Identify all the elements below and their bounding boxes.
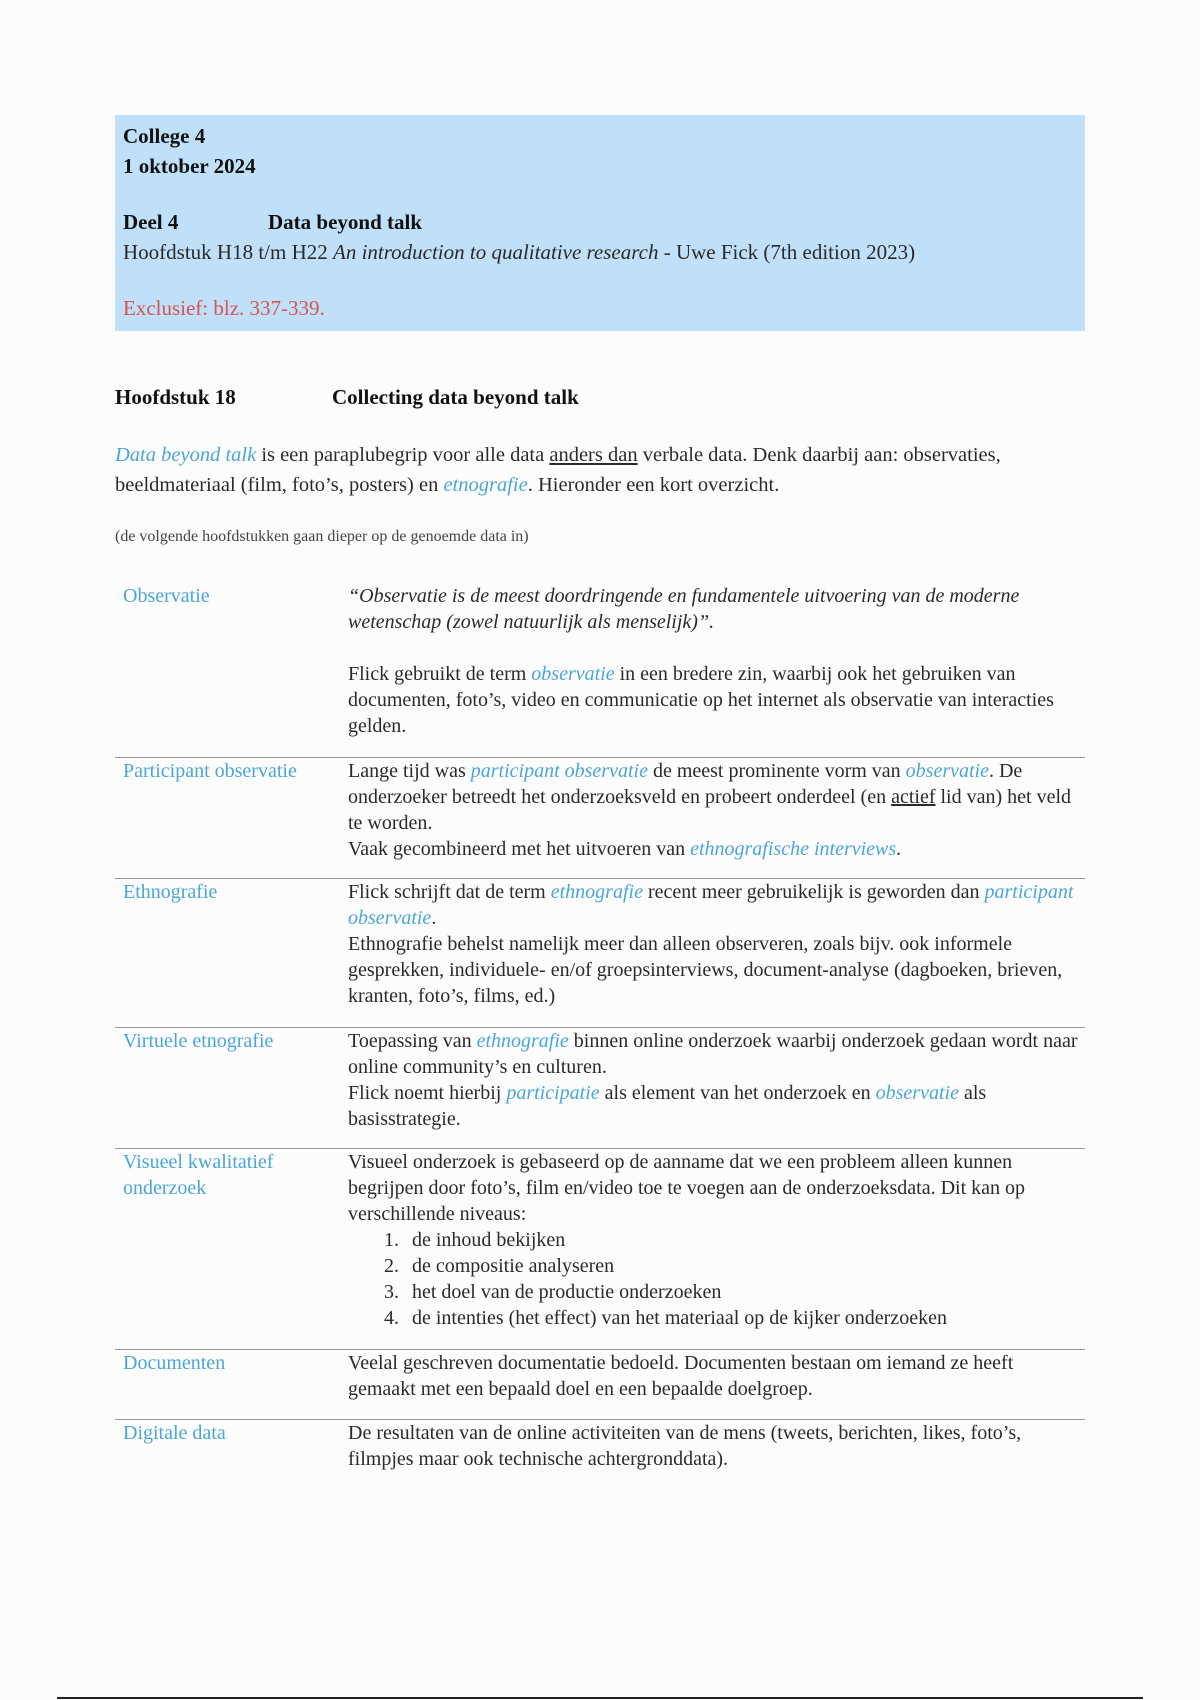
part-label: Deel 4 xyxy=(123,210,179,234)
intro-text: . Hieronder een kort overzicht. xyxy=(527,474,780,496)
footer-divider xyxy=(57,1697,1143,1699)
term-link: participant observatie xyxy=(348,880,1074,929)
term-link: observatie xyxy=(531,663,615,685)
chapter-label: Hoofdstuk 18 xyxy=(115,385,236,409)
book-title: An introduction to qualitative research xyxy=(333,240,659,264)
chapters-range: Hoofdstuk H18 t/m H22 xyxy=(123,240,333,264)
description-text: Visueel onderzoek is gebaseerd op de aanname dat we een probleem alleen kunnen begrijpen door foto’s, film en/video toe te voegen aan de onderzoeksdata. Dit kan op verschillende niveaus: xyxy=(348,1150,1026,1225)
part-heading xyxy=(123,207,1077,237)
description-text xyxy=(348,1028,1085,1080)
chapter-heading xyxy=(115,385,579,410)
intro-text: verbale data. Denk daarbij aan: observaties, beeldmateriaal (film, foto’s, posters) en xyxy=(115,444,1001,496)
term-link: ethnografie xyxy=(476,1029,569,1052)
chapter-note: (de volgende hoofdstukken gaan dieper op de genoemde data in) xyxy=(115,528,529,545)
college-date: 1 oktober 2024 xyxy=(123,154,256,178)
description-text: Ethnografie behelst namelijk meer dan alleen observeren, zoals bijv. ook informele gesprekken, individuele- en/of groepsinterviews, document-analyse (dagboeken, brieven, kranten, foto’s, films, ed.) xyxy=(348,932,1063,1007)
reading-reference xyxy=(123,237,1077,267)
description-text xyxy=(348,836,1085,862)
term-link: participatie xyxy=(506,1081,600,1104)
term-cell: Ethnografie xyxy=(123,880,218,903)
intro-paragraph xyxy=(115,440,1090,500)
list-item: 2. de compositie analyseren xyxy=(404,1253,1085,1279)
text-span: recent meer gebruikelijk is geworden dan xyxy=(642,880,985,903)
term-cell: Digitale data xyxy=(123,1421,226,1444)
text-span: Flick schrijft dat de term xyxy=(348,880,551,903)
table-row xyxy=(115,878,1085,1027)
term-link: observatie xyxy=(905,759,989,782)
description-cell xyxy=(348,583,1085,757)
text-span: als basisstrategie. xyxy=(348,1081,987,1130)
text-span: . xyxy=(896,837,902,860)
term-cell: Observatie xyxy=(123,585,210,607)
term-link: observatie xyxy=(875,1081,959,1104)
description-text xyxy=(348,758,1085,836)
text-span: lid van) het veld te worden. xyxy=(348,785,1072,834)
term-cell: Virtuele etnografie xyxy=(123,1029,274,1052)
quote-text: “Observatie is de meest doordringende en fundamentele uitvoering van de moderne wetenschap (zowel natuurlijk als menselijk)”. xyxy=(348,585,1020,633)
list-item: 1. de inhoud bekijken xyxy=(404,1227,1085,1253)
list-item: 4. de intenties (het effect) van het materiaal op de kijker onderzoeken xyxy=(404,1305,1085,1331)
course-header xyxy=(115,115,1085,331)
description-cell: Veelal geschreven documentatie bedoeld. Documenten bestaan om iemand ze heeft gemaakt met een bepaald doel en een bepaalde doelgroep. xyxy=(348,1351,1014,1400)
table-row xyxy=(115,757,1085,878)
text-span: . xyxy=(431,906,437,929)
term-link: ethnografie xyxy=(550,880,643,903)
table-row xyxy=(115,1419,1085,1472)
definitions-table xyxy=(115,583,1085,1472)
college-number: College 4 xyxy=(123,124,206,148)
text-span: binnen online onderzoek waarbij onderzoek gedaan wordt naar online community’s en culturen. xyxy=(348,1029,1078,1078)
underlined-text: anders dan xyxy=(549,444,638,466)
term-etnografie: etnografie xyxy=(443,474,528,496)
text-span: Vaak gecombineerd met het uitvoeren van xyxy=(348,837,691,860)
table-row xyxy=(115,583,1085,757)
term-cell: Documenten xyxy=(123,1351,226,1374)
term-cell: Visueel kwalitatief onderzoek xyxy=(123,1150,274,1199)
part-title: Data beyond talk xyxy=(268,210,423,234)
table-row xyxy=(115,1349,1085,1419)
book-author: - Uwe Fick (7th edition 2023) xyxy=(658,240,916,264)
text-span: Lange tijd was xyxy=(348,759,471,782)
description-cell xyxy=(348,878,1085,1027)
description-cell xyxy=(348,1148,1085,1349)
text-span: als element van het onderzoek en xyxy=(599,1081,876,1104)
term-cell: Participant observatie xyxy=(123,759,297,782)
exclusion-note: Exclusief: blz. 337-339. xyxy=(123,296,325,320)
table-row xyxy=(115,1027,1085,1148)
description-text xyxy=(348,879,1085,931)
term-link: participant observatie xyxy=(470,759,648,782)
description-cell xyxy=(348,1027,1085,1148)
list-item: 3. het doel van de productie onderzoeken xyxy=(404,1279,1085,1305)
text-span: . De onderzoeker betreedt het onderzoeksveld en probeert onderdeel (en xyxy=(348,759,1023,808)
intro-text: is een paraplubegrip voor alle data xyxy=(256,444,550,466)
description-text xyxy=(348,1080,1085,1132)
text-span: Flick gebruikt de term xyxy=(348,663,532,685)
text-span: Flick noemt hierbij xyxy=(348,1081,507,1104)
chapter-title: Collecting data beyond talk xyxy=(332,385,579,409)
description-cell: De resultaten van de online activiteiten van de mens (tweets, berichten, likes, foto’s, filmpjes maar ook technische achtergronddata). xyxy=(348,1421,1022,1470)
text-span: in een bredere zin, waarbij ook het gebruiken van documenten, foto’s, video en communicatie op het internet als observatie van interacties gelden. xyxy=(348,663,1054,737)
text-span: Toepassing van xyxy=(348,1029,477,1052)
term-link: ethnografische interviews xyxy=(690,837,897,860)
levels-list xyxy=(348,1227,1085,1331)
table-row xyxy=(115,1148,1085,1349)
underlined-text: actief xyxy=(891,785,936,808)
description-cell xyxy=(348,757,1085,878)
description-text xyxy=(348,661,1085,739)
term-data-beyond-talk: Data beyond talk xyxy=(115,444,257,466)
text-span: de meest prominente vorm van xyxy=(647,759,906,782)
